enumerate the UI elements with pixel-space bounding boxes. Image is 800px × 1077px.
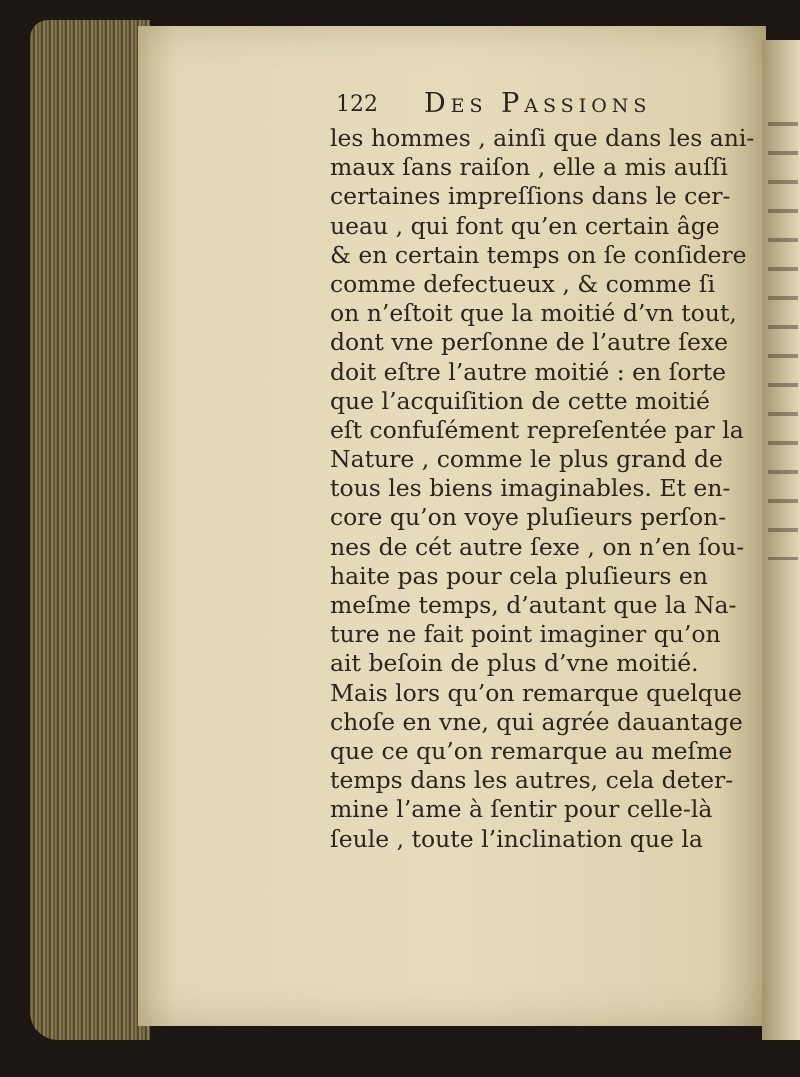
text-line: nes de cét autre ſexe , on n’en ſou- <box>330 532 745 561</box>
text-line: dont vne perſonne de l’autre ſexe <box>330 328 729 357</box>
text-line: ueau , qui font qu’en certain âge <box>330 211 720 240</box>
facing-page-edge <box>762 40 800 1040</box>
page-number: 122 <box>336 92 378 117</box>
text-line: tous les biens imaginables. Et en- <box>330 474 731 503</box>
text-line: ture ne fait point imaginer qu’on <box>330 620 721 649</box>
text-line: Nature , comme le plus grand de <box>330 445 723 474</box>
text-line: mine l’ame à ſentir pour celle-là <box>330 795 713 824</box>
text-line: certaines impreſſions dans le cer- <box>330 182 731 211</box>
text-line: & en certain temps on ſe conſidere <box>330 240 747 269</box>
text-line: doit eſtre l’autre moitié : en ſorte <box>330 357 727 386</box>
text-line: ſeule , toute l’inclination que la <box>330 824 703 853</box>
text-line: eſt confuſément repreſentée par la <box>330 415 744 444</box>
text-line: maux ſans raiſon , elle a mis auſſi <box>330 153 728 182</box>
page-header <box>330 88 750 128</box>
text-line: comme defectueux , & comme ſi <box>330 269 716 298</box>
text-line: haite pas pour cela pluſieurs en <box>330 561 708 590</box>
text-line: que ce qu’on remarque au meſme <box>330 736 733 765</box>
text-line: meſme temps, d’autant que la Na- <box>330 591 737 619</box>
page-edges <box>30 20 150 1040</box>
text-line: on n’eſtoit que la moitié d’vn tout, <box>330 299 737 328</box>
text-line: choſe en vne, qui agrée dauantage <box>330 707 743 736</box>
text-line: core qu’on voye pluſieurs perſon- <box>330 503 727 532</box>
facing-page-text-fragment <box>768 100 798 560</box>
text-line: ait beſoin de plus d’vne moitié. <box>330 649 699 678</box>
text-line: les hommes , ainſi que dans les ani- <box>330 124 755 152</box>
text-line: Mais lors qu’on remarque quelque <box>330 678 742 707</box>
running-title: Des Passions <box>424 88 652 119</box>
text-line: temps dans les autres, cela deter- <box>330 766 734 795</box>
body-text <box>330 124 760 854</box>
text-line: que l’acquiſition de cette moitié <box>330 386 710 415</box>
